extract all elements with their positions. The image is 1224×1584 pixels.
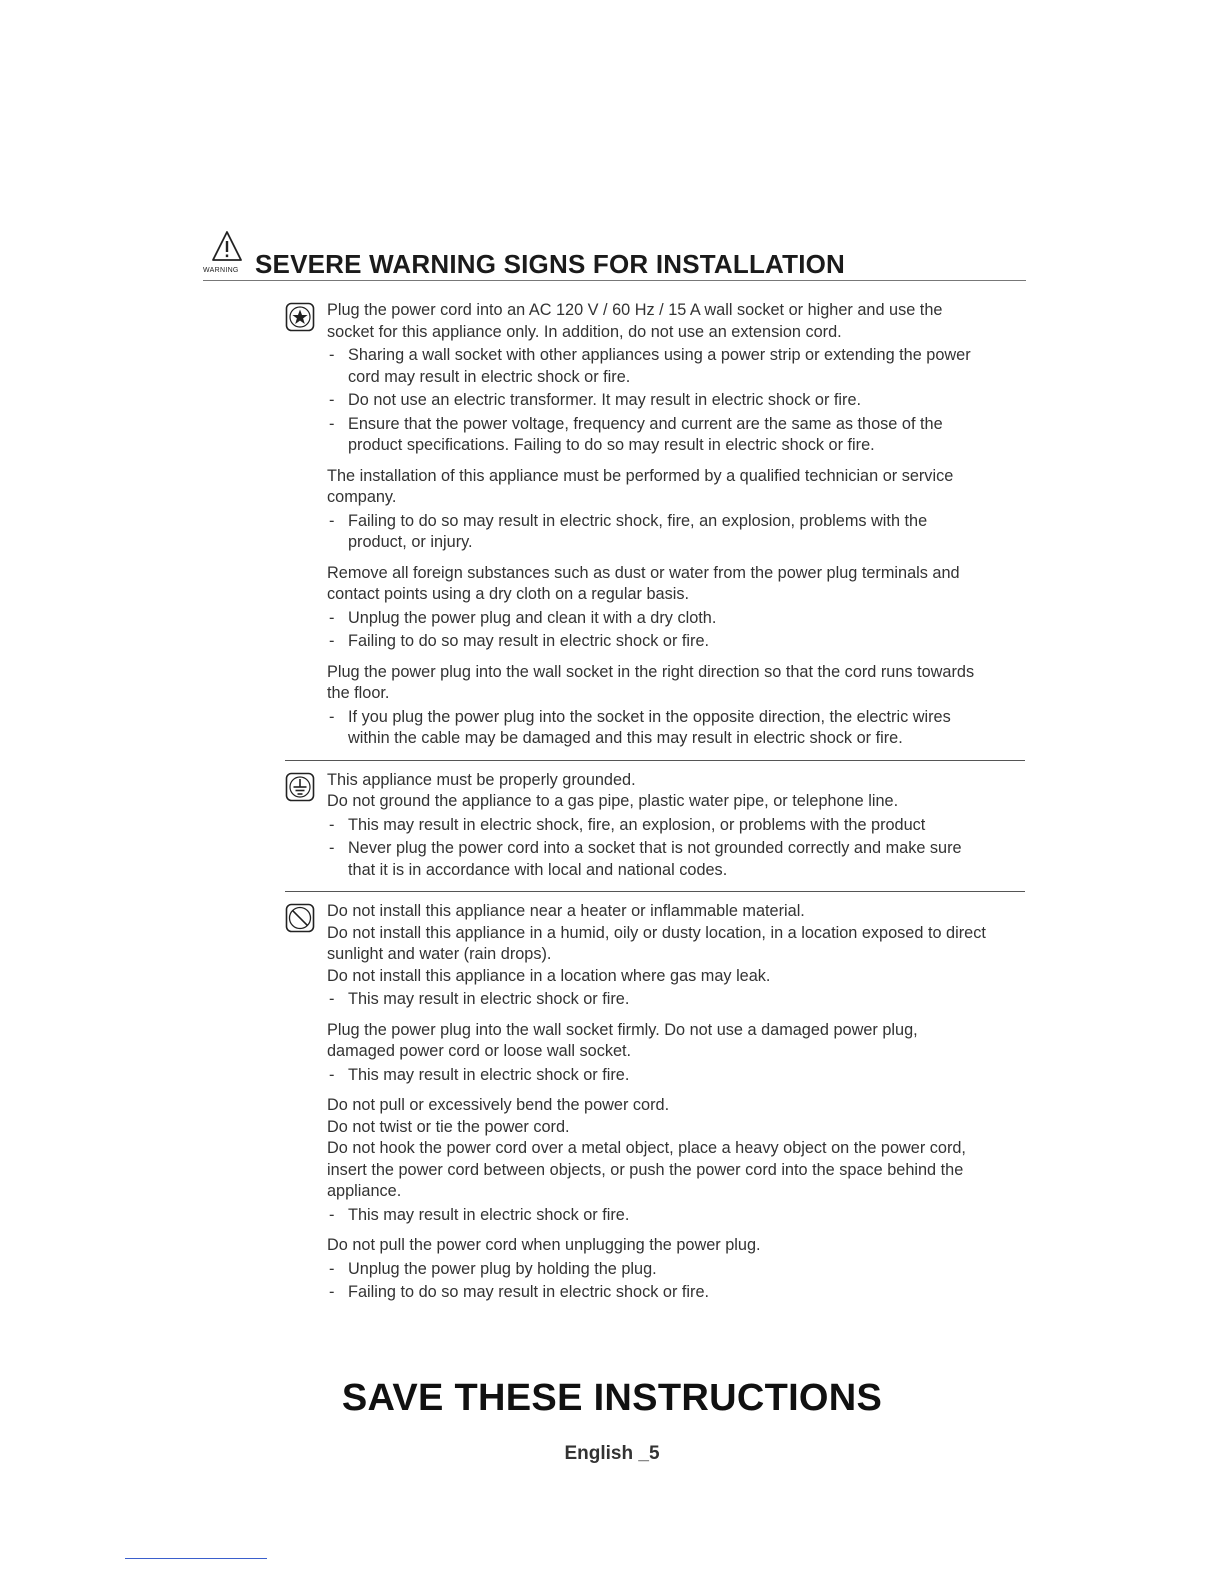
group-mandatory — [285, 300, 1030, 750]
text-line: - This may result in electric shock or fire. — [348, 990, 630, 1008]
paragraph — [327, 1095, 1030, 1226]
text-line: cord may result in electric shock or fire. — [348, 367, 631, 386]
text-line: - This may result in electric shock, fire, an explosion, or problems with the product — [348, 815, 926, 834]
text-line: - Failing to do so may result in electric shock or fire. — [348, 1283, 710, 1301]
text-line: product specifications. Failing to do so may result in electric shock or fire. — [348, 436, 875, 454]
text-line: product, or injury. — [348, 533, 473, 551]
text-line: Plug the power plug into the wall socket in the right direction so that the cord runs towards — [327, 662, 975, 681]
dash-item — [327, 608, 1030, 630]
paragraph — [327, 466, 1030, 554]
warning-label: WARNING — [203, 267, 239, 274]
text-line: within the cable may be damaged and this may result in electric shock or fire. — [348, 729, 903, 747]
text-line: Do not install this appliance near a heater or inflammable material. — [327, 902, 805, 920]
dash-item — [327, 390, 1030, 412]
text-line: Plug the power plug into the wall socket firmly. Do not use a damaged power plug, — [327, 1020, 918, 1039]
text-line: Do not install this appliance in a humid, oily or dusty location, in a location exposed to direct — [327, 923, 986, 942]
text-line: - Unplug the power plug and clean it with a dry cloth. — [348, 608, 717, 627]
text-line: that it is in accordance with local and national codes. — [348, 860, 728, 879]
section-title: SEVERE WARNING SIGNS FOR INSTALLATION — [255, 249, 846, 279]
dash-item — [327, 511, 1030, 554]
text-line: Plug the power cord into an AC 120 V / 60 Hz / 15 A wall socket or higher and use the — [327, 301, 943, 319]
dash-item — [327, 414, 1030, 457]
dash-item — [327, 1065, 1030, 1087]
star-box-icon — [285, 302, 315, 332]
paragraph — [327, 563, 1030, 653]
text-line: - Failing to do so may result in electric shock, fire, an explosion, problems with the — [348, 511, 928, 530]
dash-item — [327, 1205, 1030, 1227]
text-line: socket for this appliance only. In addition, do not use an extension cord. — [327, 322, 842, 341]
text-line: - Do not use an electric transformer. It may result in electric shock or fire. — [348, 391, 862, 409]
dash-item — [327, 707, 1030, 750]
text-line: This appliance must be properly grounded. — [327, 770, 636, 789]
paragraph — [327, 770, 1030, 882]
divider — [285, 891, 1025, 892]
page-number: English _5 — [564, 1443, 660, 1464]
save-instructions-heading: SAVE THESE INSTRUCTIONS — [341, 1377, 883, 1419]
text-line: The installation of this appliance must be performed by a qualified technician or service — [327, 466, 954, 485]
text-line: appliance. — [327, 1182, 402, 1200]
dash-item — [327, 631, 1030, 653]
dash-item — [327, 1282, 1030, 1304]
warning-triangle-icon — [203, 230, 251, 278]
text-line: - Failing to do so may result in electric shock or fire. — [348, 632, 710, 650]
text-line: Do not hook the power cord over a metal object, place a heavy object on the power cord, — [327, 1139, 966, 1157]
dash-item — [327, 838, 1030, 881]
text-line: Do not install this appliance in a location where gas may leak. — [327, 966, 771, 985]
text-line: insert the power cord between objects, or push the power cord into the space behind the — [327, 1160, 964, 1179]
text-line: Do not ground the appliance to a gas pipe, plastic water pipe, or telephone line. — [327, 792, 899, 810]
text-line: damaged power cord or loose wall socket. — [327, 1042, 632, 1060]
text-line: - If you plug the power plug into the socket in the opposite direction, the electric wires — [348, 707, 951, 726]
text-line: - This may result in electric shock or fire. — [348, 1065, 630, 1084]
dash-item — [327, 989, 1030, 1011]
text-line: - Sharing a wall socket with other appliances using a power strip or extending the power — [348, 346, 971, 364]
group-prohibited — [285, 901, 1030, 1304]
text-line: contact points using a dry cloth on a regular basis. — [327, 585, 690, 603]
paragraph — [327, 300, 1030, 457]
text-line: sunlight and water (rain drops). — [327, 945, 552, 963]
text-line: - Ensure that the power voltage, frequency and current are the same as those of the — [348, 414, 943, 433]
dash-item — [327, 1259, 1030, 1281]
text-line: - Unplug the power plug by holding the plug. — [348, 1259, 657, 1278]
text-line: Do not twist or tie the power cord. — [327, 1117, 570, 1136]
text-line: Do not pull the power cord when unplugging the power plug. — [327, 1236, 761, 1254]
content — [285, 300, 1030, 1304]
text-line: Do not pull or excessively bend the power cord. — [327, 1096, 670, 1114]
divider — [285, 760, 1025, 761]
paragraph — [327, 662, 1030, 750]
prohibit-box-icon — [285, 903, 315, 933]
group-grounding — [285, 770, 1030, 882]
text-line: - Never plug the power cord into a socket that is not grounded correctly and make sure — [348, 839, 962, 857]
text-line: Remove all foreign substances such as dust or water from the power plug terminals and — [327, 563, 960, 582]
dash-item — [327, 345, 1030, 388]
text-line: the floor. — [327, 684, 390, 702]
paragraph — [327, 1235, 1030, 1304]
text-line: company. — [327, 488, 397, 506]
paragraph — [327, 1020, 1030, 1087]
section-header — [203, 230, 1026, 281]
footer-rule — [125, 1558, 267, 1559]
ground-box-icon — [285, 772, 315, 802]
paragraph — [327, 901, 1030, 1011]
dash-item — [327, 815, 1030, 837]
text-line: - This may result in electric shock or fire. — [348, 1205, 630, 1224]
